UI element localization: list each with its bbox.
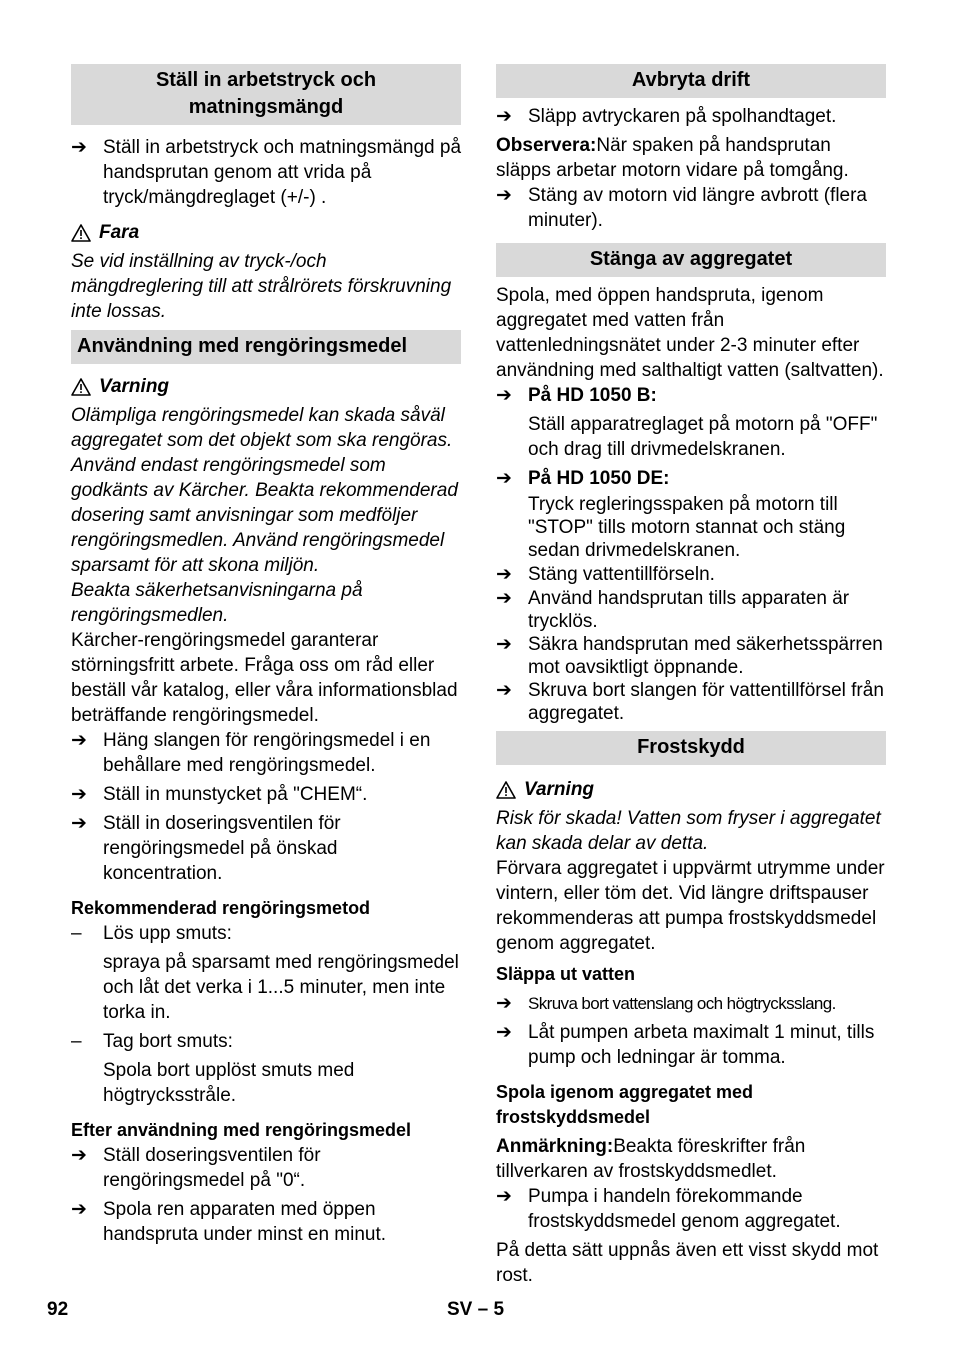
instruction-item: ➔ Ställ in arbetstryck och matningsmängd på handsprutan genom att vrida på tryck/mängdreglaget (+/-) .	[71, 137, 462, 208]
dash-marker: –	[71, 923, 82, 944]
right-arrow-icon: ➔	[496, 1186, 512, 1207]
instruction-item: ➔ Säkra handsprutan med säkerhetsspärren mot oavsiktligt öppnande.	[496, 634, 883, 678]
instruction-detail: Ställ apparatreglaget på motorn på "OFF" och drag till drivmedelskranen.	[528, 414, 878, 460]
instruction-item: ➔ Stäng vattentillförseln.	[496, 564, 715, 585]
instruction-detail: Tryck regleringsspaken på motorn till "STOP" tills motorn stannat och stäng sedan drivmedelskranen.	[528, 494, 846, 561]
instruction-item: ➔ Skruva bort slangen för vattentillförsel från aggregatet.	[496, 680, 884, 724]
right-arrow-icon: ➔	[71, 1145, 87, 1166]
warning-triangle-icon	[496, 781, 516, 799]
note-paragraph: Observera:När spaken på handsprutan släpps arbetar motorn vidare på tomgång.	[496, 135, 849, 181]
right-arrow-icon: ➔	[496, 468, 512, 489]
subheading-method: Rekommenderad rengöringsmetod	[71, 898, 371, 918]
right-arrow-icon: ➔	[496, 385, 512, 406]
right-arrow-icon: ➔	[71, 730, 87, 751]
subheading-antifreeze: Spola igenom aggregatet med frostskyddsmedel	[496, 1082, 754, 1127]
instruction-item: ➔ Pumpa i handeln förekommande frostskyddsmedel genom aggregatet.	[496, 1186, 841, 1232]
instruction-item: ➔ På HD 1050 DE:	[496, 468, 670, 489]
section-heading-pressure: Ställ in arbetstryck och matningsmängd	[71, 64, 461, 125]
instruction-item: ➔ Ställ in doseringsventilen för rengöringsmedel på önskad koncentration.	[71, 813, 341, 884]
dash-item: – Tag bort smuts:	[71, 1031, 233, 1052]
section-label: SV – 5	[447, 1299, 505, 1320]
subheading-drain: Släppa ut vatten	[496, 964, 636, 984]
warning-triangle-icon	[71, 224, 91, 242]
instruction-item: ➔ Använd handsprutan tills apparaten är trycklös.	[496, 588, 850, 632]
section-heading-stop-operation: Avbryta drift	[496, 64, 886, 98]
warning-text: Beakta säkerhetsanvisningarna på rengöringsmedlen.	[71, 580, 363, 626]
right-arrow-icon: ➔	[71, 1199, 87, 1220]
warning-triangle-icon	[71, 378, 91, 396]
right-arrow-icon: ➔	[496, 588, 512, 609]
right-arrow-icon: ➔	[496, 993, 512, 1014]
right-arrow-icon: ➔	[496, 185, 512, 206]
paragraph: Förvara aggregatet i uppvärmt utrymme under vintern, eller töm det. Vid längre driftspauser rekommenderas att pumpa frostskyddsmedel genom aggregatet.	[496, 858, 885, 954]
right-arrow-icon: ➔	[496, 106, 512, 127]
right-arrow-icon: ➔	[71, 813, 87, 834]
dash-item: – Lös upp smuts:	[71, 923, 232, 944]
instruction-item: ➔ Spola ren apparaten med öppen handspruta under minst en minut.	[71, 1199, 387, 1245]
danger-text: Se vid inställning av tryck-/och mängdreglering till att strålrörets förskruvning inte lossas.	[71, 251, 452, 322]
danger-heading: Fara	[71, 220, 461, 245]
warning-heading: Varning	[496, 777, 886, 802]
instruction-item: ➔ Ställ in munstycket på "CHEM“.	[71, 784, 368, 805]
instruction-item: ➔ Ställ doseringsventilen för rengöringsmedel på "0“.	[71, 1145, 321, 1191]
section-heading-detergent: Användning med rengöringsmedel	[71, 330, 461, 364]
instruction-item: ➔ Häng slangen för rengöringsmedel i en behållare med rengöringsmedel.	[71, 730, 431, 776]
page-number: 92	[47, 1299, 69, 1320]
right-arrow-icon: ➔	[496, 634, 512, 655]
dash-item-text: Spola bort upplöst smuts med högtrycksstråle.	[103, 1060, 355, 1106]
warning-heading: Varning	[71, 374, 461, 399]
instruction-item: ➔ Stäng av motorn vid längre avbrott (flera minuter).	[496, 185, 868, 231]
paragraph: Spola, med öppen handspruta, igenom aggregatet med vatten från vattenledningsnätet under 2-3 minuter efter användning med salthaltigt vatten (saltvatten).	[496, 285, 884, 381]
right-arrow-icon: ➔	[71, 784, 87, 805]
paragraph: På detta sätt uppnås även ett visst skydd mot rost.	[496, 1240, 879, 1286]
right-column	[496, 64, 886, 1288]
instruction-item: ➔ Skruva bort vattenslang och högtrycksslang.	[496, 993, 836, 1014]
paragraph: Kärcher-rengöringsmedel garanterar störningsfritt arbete. Fråga oss om råd eller beställ vår katalog, eller våra informationsblad beträffande rengöringsmedel.	[71, 630, 458, 726]
right-arrow-icon: ➔	[71, 137, 87, 158]
dash-item-text: spraya på sparsamt med rengöringsmedel och låt det verka i 1...5 minuter, men inte torka in.	[103, 952, 459, 1023]
section-heading-frost: Frostskydd	[496, 731, 886, 765]
subheading-after-use: Efter användning med rengöringsmedel	[71, 1120, 412, 1140]
left-column	[71, 64, 461, 1247]
right-arrow-icon: ➔	[496, 564, 512, 585]
instruction-item: ➔ På HD 1050 B:	[496, 385, 657, 406]
instruction-item: ➔ Låt pumpen arbeta maximalt 1 minut, tills pump och ledningar är tomma.	[496, 1022, 875, 1068]
right-arrow-icon: ➔	[496, 680, 512, 701]
right-arrow-icon: ➔	[496, 1022, 512, 1043]
dash-marker: –	[71, 1031, 82, 1052]
instruction-item: ➔ Släpp avtryckaren på spolhandtaget.	[496, 106, 837, 127]
remark-paragraph: Anmärkning:Beakta föreskrifter från tillverkaren av frostskyddsmedlet.	[496, 1136, 806, 1182]
warning-text: Risk för skada! Vatten som fryser i aggregatet kan skada delar av detta.	[496, 808, 881, 854]
warning-text: Olämpliga rengöringsmedel kan skada såväl aggregatet som det objekt som ska rengöras. Använd endast rengöringsmedel som godkänts av Kärcher. Beakta rekommenderad dosering samt anvisningar som medföljer rengöringsmedlen. Använd rengöringsmedel sparsamt för att skona miljön.	[71, 405, 458, 576]
section-heading-shutdown: Stänga av aggregatet	[496, 243, 886, 277]
